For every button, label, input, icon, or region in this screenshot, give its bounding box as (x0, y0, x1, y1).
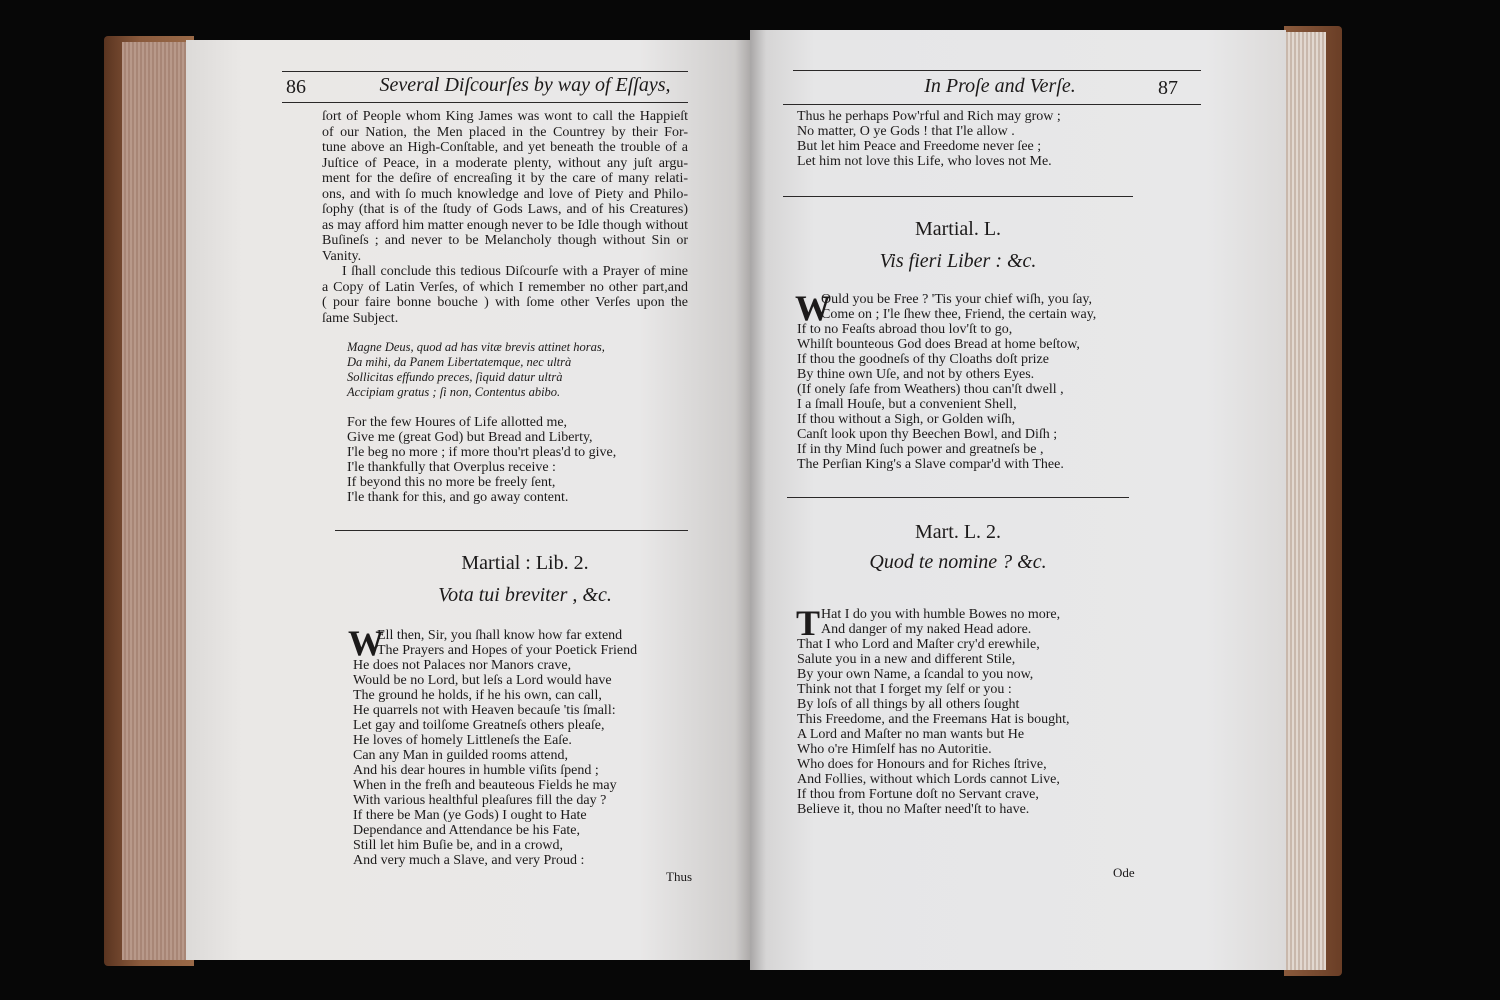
text-line: Thus he perhaps Pow'rful and Rich may grow ; (797, 109, 1061, 124)
text-line: The Perſian King's a Slave compar'd with Thee. (797, 457, 1064, 472)
text-line: Whilſt bounteous God does Bread at home beſtow, (797, 337, 1080, 352)
text-line: With various healthful pleaſures fill the day ? (353, 793, 607, 808)
section-subheading: Quod te nomine ? &c. (869, 551, 1047, 573)
text-line: as may afford him matter enough never to be Idle though without (322, 217, 688, 233)
text-line: of our Nation, the Men placed in the Countrey by their For- (322, 124, 688, 140)
text-line: ſame Subject. (322, 310, 399, 326)
text-line: tune above an High-Conſtable, and yet beneath the trouble of a (322, 140, 688, 155)
section-subheading: Vis fieri Liber : &c. (879, 250, 1037, 272)
text-line: Who o're Himſelf has no Autoritie. (797, 742, 992, 757)
text-line: Who does for Honours and for Riches ſtrive, (797, 757, 1047, 772)
header-rule-bottom (783, 104, 1201, 105)
text-line: But let him Peace and Freedome never ſee ; (797, 139, 1042, 154)
header-rule-top (282, 71, 688, 72)
text-line: Believe it, thou no Maſter need'ſt to have. (797, 802, 1030, 817)
text-line: ( pour faire bonne bouche ) with ſome other Verſes upon the (322, 295, 688, 310)
text-line: Dependance and Attendance be his Fate, (353, 823, 581, 838)
catchword: Ode (1113, 865, 1135, 880)
text-line: Da mihi, da Panem Libertatemque, nec ultrà (347, 355, 572, 369)
text-line: Can any Man in guilded rooms attend, (353, 748, 569, 763)
text-line: I'le thankfully that Overplus receive : (347, 460, 556, 475)
section-rule (783, 196, 1133, 197)
text-line: ſophy (that is of the ſtudy of Gods Laws, and of his Creatures) (322, 202, 688, 217)
text-line: ment for the deſire of encreaſing it by the care of many relati- (322, 171, 688, 186)
text-line: And danger of my naked Head adore. (821, 622, 1032, 637)
verse-continuation (797, 109, 1061, 169)
right-page (750, 30, 1286, 970)
poem (796, 603, 1070, 817)
text-line: If in thy Mind ſuch power and greatneſs be , (797, 442, 1044, 457)
text-line: Magne Deus, quod ad has vitæ brevis attinet horas, (347, 340, 605, 354)
poem (353, 628, 637, 868)
text-line: a Copy of Latin Verſes, of which I remember no other part,and (322, 279, 688, 295)
page-edges-right (1284, 32, 1326, 970)
text-line: Let gay and toilſome Greatneſs others pleaſe, (353, 718, 605, 733)
text-line: By thine own Uſe, and not by others Eyes. (797, 367, 1035, 382)
text-line: For the few Houres of Life allotted me, (347, 415, 568, 430)
text-line: Canſt look upon thy Beechen Bowl, and Diſh ; (797, 427, 1058, 442)
text-line: Think not that I forget my ſelf or you : (797, 682, 1012, 697)
header-rule-bottom (282, 102, 688, 103)
poem (795, 288, 1097, 472)
text-line: ſort of People whom King James was wont to call the Happieſt (322, 109, 688, 124)
text-line: A Lord and Maſter no man wants but He (797, 727, 1025, 742)
text-line: Buſineſs ; and never to be Melancholy though without Sin or (322, 233, 688, 248)
section-heading: Martial. L. (914, 218, 1002, 240)
text-line: Ould you be Free ? 'Tis your chief wiſh, you ſay, (821, 292, 1092, 307)
drop-cap: W (795, 288, 831, 328)
text-line: I'le thank for this, and go away content. (347, 490, 569, 505)
text-line: If thou from Fortune doſt no Servant crave, (797, 787, 1039, 802)
text-line: Give me (great God) but Bread and Liberty, (347, 430, 593, 445)
text-line: This Freedome, and the Freemans Hat is bought, (797, 712, 1070, 727)
text-line: ons, and with ſo much knowledge and love of Piety and Philo- (322, 186, 688, 202)
text-line: (If onely ſafe from Weathers) thou can'ſt dwell , (797, 382, 1064, 397)
text-line: If thou the goodneſs of thy Cloaths doſt prize (797, 352, 1049, 367)
page-number: 87 (1158, 77, 1178, 99)
text-line: I a ſmall Houſe, but a convenient Shell, (797, 397, 1017, 412)
text-line: I'le beg no more ; if more thou'rt pleas'd to give, (347, 445, 617, 460)
running-title: Several Diſcourſes by way of Eſſays, (379, 74, 671, 96)
english-verse (347, 415, 616, 505)
section-rule (335, 530, 688, 531)
text-line: He quarrels not with Heaven becauſe 'tis ſmall: (353, 703, 616, 718)
text-line: By your own Name, a ſcandal to you now, (797, 667, 1034, 682)
prose-block (322, 109, 688, 326)
text-line: The ground he holds, if he his own, can call, (353, 688, 602, 703)
text-line: Vanity. (322, 248, 362, 264)
text-line: No matter, O ye Gods ! that I'le allow . (797, 124, 1015, 139)
text-line: And very much a Slave, and very Proud : (353, 853, 585, 868)
section-rule (787, 497, 1129, 498)
text-line: Sollicitas effundo preces, ſiquid datur ultrà (347, 370, 563, 384)
text-line: If to no Feaſts abroad thou lov'ſt to go, (797, 322, 1013, 337)
text-line: And his dear houres in humble viſits ſpend ; (353, 763, 599, 778)
text-line: If there be Man (ye Gods) I ought to Hate (353, 808, 587, 823)
page-edges-left (122, 42, 188, 960)
text-line: When in the freſh and beauteous Fields he may (353, 778, 617, 793)
drop-cap: W (348, 623, 384, 663)
page-number: 86 (286, 76, 306, 98)
text-line: And Follies, without which Lords cannot Live, (797, 772, 1060, 787)
text-line: If beyond this no more be freely ſent, (347, 475, 556, 490)
text-line: Would be no Lord, but leſs a Lord would have (353, 673, 612, 688)
section-heading: Martial : Lib. 2. (461, 552, 589, 574)
catchword: Thus (666, 869, 692, 884)
text-line: Accipiam gratus ; ſi non, Contentus abibo. (347, 385, 561, 399)
header-rule-top (793, 70, 1201, 71)
text-line: He loves of homely Littleneſs the Eaſe. (353, 733, 572, 748)
text-line: That I who Lord and Maſter cry'd erewhile, (797, 637, 1040, 652)
drop-cap: T (796, 603, 821, 643)
text-line: Hat I do you with humble Bowes no more, (821, 607, 1061, 622)
text-line: If thou without a Sigh, or Golden wiſh, (797, 412, 1016, 427)
text-line: The Prayers and Hopes of your Poetick Friend (377, 643, 638, 658)
text-line: He does not Palaces nor Manors crave, (353, 658, 572, 673)
text-line: Still let him Buſie be, and in a crowd, (353, 838, 563, 853)
text-line: Juſtice of Peace, in a moderate plenty, without any juſt argu- (322, 155, 688, 171)
text-line: By loſs of all things by all others ſought (797, 697, 1020, 712)
section-subheading: Vota tui breviter , &c. (438, 584, 612, 606)
text-line: Ell then, Sir, you ſhall know how far extend (377, 628, 623, 643)
text-line: I ſhall conclude this tedious Diſcourſe with a Prayer of mine (342, 264, 688, 279)
text-line: Come on ; I'le ſhew thee, Friend, the certain way, (821, 307, 1097, 322)
running-title: In Proſe and Verſe. (924, 75, 1076, 97)
latin-verse (347, 340, 605, 400)
text-line: Let him not love this Life, who loves not Me. (797, 154, 1052, 169)
text-line: Salute you in a new and different Stile, (797, 652, 1016, 667)
section-heading: Mart. L. 2. (914, 521, 1002, 543)
